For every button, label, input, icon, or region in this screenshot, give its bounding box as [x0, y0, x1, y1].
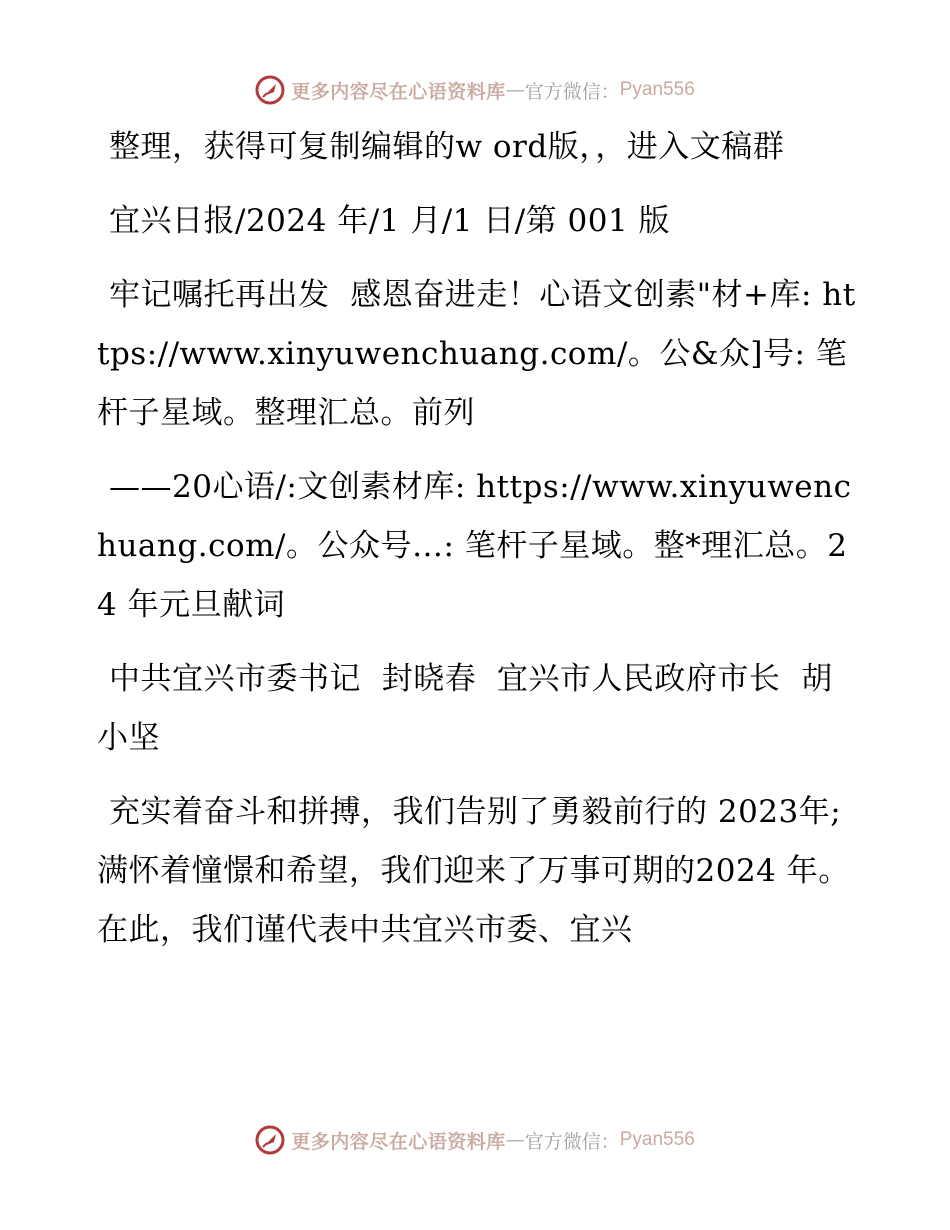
header-wechat-handle: Pyan556: [619, 79, 695, 100]
footer-official-label: 官方微信：: [524, 1130, 620, 1153]
header-dash: —: [505, 79, 525, 101]
paragraph-authors: 中共宜兴市委书记 封晓春 宜兴市人民政府市长 胡小坚: [97, 661, 833, 756]
footer-dash: —: [505, 1129, 525, 1151]
header-slogan: 更多内容尽在心语资料库: [291, 80, 506, 103]
footer-wechat-handle: Pyan556: [619, 1129, 695, 1150]
paragraph-source: 宜兴日报/2024 年/1 月/1 日/第 001 版: [109, 203, 671, 239]
header-banner: [0, 70, 950, 110]
header-official-label: 官方微信：: [524, 80, 620, 103]
footer-slogan: 更多内容尽在心语资料库: [291, 1130, 506, 1153]
paragraph-subheadline: ——20心语/:文创素材库: https://www.xinyuwenchuang.com/。公众号…: 笔杆子星域。整*理汇总。24 年元旦献词: [97, 469, 852, 623]
paragraph-headline: 牢记嘱托再出发 感恩奋进走！心语文创素"材+库: https://www.xinyuwenchuang.com/。公&众]号: 笔杆子星域。整理汇总。前列: [97, 277, 856, 431]
paragraph-intro: 整理，获得可复制编辑的w ord版，，进入文稿群: [109, 129, 785, 165]
paragraph-body: 充实着奋斗和拼搏，我们告别了勇毅前行的 2023年; 满怀着憧憬和希望，我们迎来了万事可期的2024 年。在此，我们谨代表中共宜兴市委、宜兴: [97, 794, 852, 948]
quill-logo-icon: [255, 1125, 285, 1155]
quill-logo-icon: [255, 75, 285, 105]
footer-banner: [0, 1120, 950, 1160]
document-body: [97, 118, 857, 975]
